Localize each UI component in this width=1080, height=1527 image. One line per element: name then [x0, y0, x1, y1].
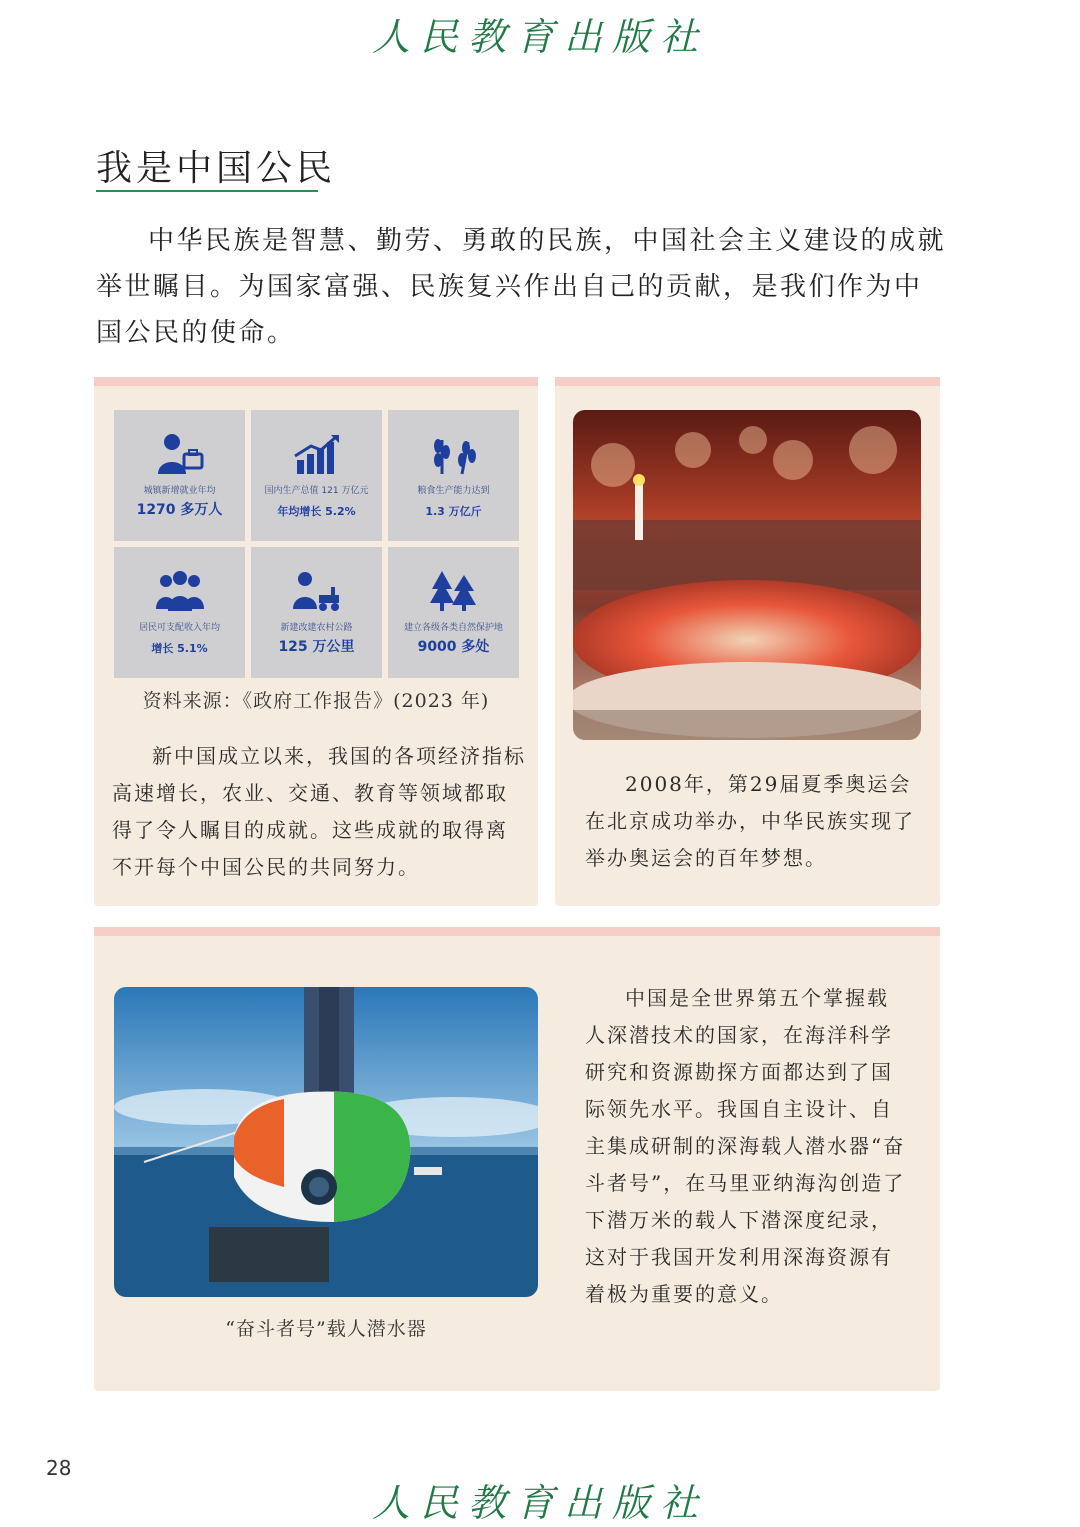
- economy-text: 新中国成立以来，我国的各项经济指标高速增长，农业、交通、教育等领域都取得了令人瞩目的成就。这些成就的取得离不开每个中国公民的共同努力。: [112, 744, 526, 879]
- economy-panel: [94, 377, 538, 906]
- stat-value: 增长 5.1%: [151, 642, 208, 655]
- growth-chart-icon: [291, 432, 343, 476]
- stat-tile-grain: [388, 410, 519, 541]
- stat-value: 125 万公里: [278, 639, 355, 655]
- stat-tile-roads: [251, 547, 382, 678]
- stat-label: 城镇新增就业年均: [143, 486, 216, 496]
- stat-tile-reserves: [388, 547, 519, 678]
- stat-value: 年均增长 5.2%: [277, 505, 356, 518]
- title-underline: [96, 190, 318, 192]
- stat-grid: [114, 410, 519, 678]
- publisher-logo-bottom: 人民教育出版社: [371, 1481, 708, 1525]
- stat-value: 9000 多处: [417, 639, 490, 655]
- submersible-panel: [94, 927, 940, 1391]
- stat-value: 1270 多万人: [136, 502, 223, 518]
- forest-icon: [428, 569, 480, 613]
- stat-tile-employment: [114, 410, 245, 541]
- page-number: 28: [46, 1456, 72, 1480]
- stat-label: 国内生产总值 121 万亿元: [264, 486, 369, 496]
- olympics-text: 2008年，第29届夏季奥运会在北京成功举办，中华民族实现了举办奥运会的百年梦想。: [585, 772, 915, 870]
- people-icon: [154, 569, 206, 613]
- stat-label: 居民可支配收入年均: [138, 623, 220, 633]
- section-title: 我是中国公民: [96, 148, 337, 189]
- olympics-panel: [555, 377, 940, 906]
- stat-label: 粮食生产能力达到: [417, 486, 490, 496]
- stat-label: 新建改建农村公路: [280, 623, 353, 633]
- employment-icon: [154, 432, 206, 476]
- submersible-caption: “奋斗者号”载人潜水器: [225, 1318, 427, 1340]
- olympics-photo: [573, 410, 921, 740]
- data-source: 资料来源：《政府工作报告》(2023 年): [142, 690, 490, 712]
- stat-value: 1.3 万亿斤: [425, 505, 482, 518]
- submersible-text: 中国是全世界第五个掌握载人深潜技术的国家，在海洋科学研究和资源勘探方面都达到了国际领先水平。我国自主设计、自主集成研制的深海载人潜水器“奋斗者号”，在马里亚纳海沟创造了下潜万米的载人下潜深度纪录，这对于我国开发利用深海资源有着极为重要的意义。: [585, 986, 906, 1306]
- publisher-logo-top: 人民教育出版社: [371, 15, 708, 59]
- wheat-icon: [428, 432, 480, 476]
- road-worker-icon: [291, 569, 343, 613]
- stat-tile-gdp: [251, 410, 382, 541]
- submersible-photo: [114, 987, 538, 1297]
- stat-label: 建立各级各类自然保护地: [403, 623, 503, 633]
- stat-tile-income: [114, 547, 245, 678]
- intro-paragraph: 中华民族是智慧、勤劳、勇敢的民族，中国社会主义建设的成就举世瞩目。为国家富强、民族复兴作出自己的贡献，是我们作为中国公民的使命。: [96, 226, 947, 348]
